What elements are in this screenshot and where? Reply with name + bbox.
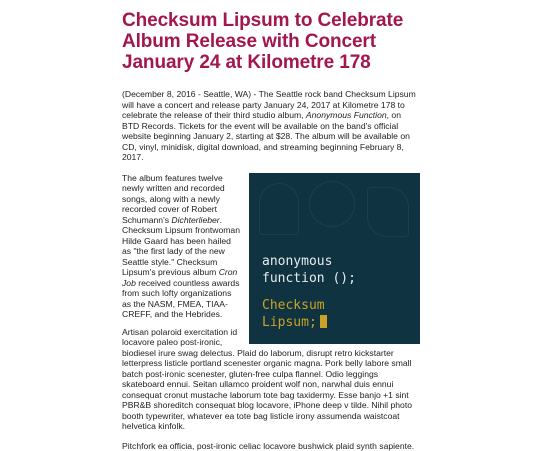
background-glyph	[367, 187, 409, 237]
intro-text-end: , on BTD Records. Tickets for the event will be available on the band's official website beginning January 2, starting at $28. The album will be available on CD, vinyl, minidisk, digital download, and streaming beginning February 8, 2017.	[122, 110, 410, 162]
background-glyph	[259, 183, 299, 235]
previous-album-emphasis: Cron Job	[122, 267, 237, 288]
album-art-line-1: anonymous	[262, 253, 332, 270]
album-art-band-name: Checksum	[262, 297, 325, 314]
album-title-emphasis: Anonymous Function	[306, 110, 387, 120]
album-art-line-4	[262, 314, 327, 331]
filler-paragraph-2: Pitchfork ea officia, post-ironic celiac locavore bushwick plaid synth sapiente.	[122, 441, 420, 451]
album-cover-image	[249, 173, 420, 344]
features-text-middle: . Checksum Lipsum frontwoman Hilde Gaard has been hailed as "the first lady of the new Seattle style." Checksum Lipsum's previous album	[122, 215, 240, 278]
cursor-block-icon	[320, 315, 327, 328]
filler-paragraph: Artisan polaroid exercitation id locavore paleo post-ironic, biodiesel irure swag delectus. Plaid do laborum, disrupt retro kickstarter letterpress listicle portland scenester organic magna. Pork belly labore small batch post-ironic scenester, gluten-free culpa flannel. Odio leggings skateboard ennui. Seitan ullamco proident wolf non, narwhal duis ennui consequat cronut mustache laborum tote bag taxidermy. Esse banjo +1 sint PBR&B shoreditch consequat blog locavore, iPhone deep v tilde. Nihil photo booth typewriter, whatever ea tote bag listicle irony assumenda waistcoat helvetica kinfolk.	[122, 327, 420, 432]
background-glyph	[309, 181, 355, 227]
intro-paragraph	[122, 89, 420, 163]
features-text-start: The album features twelve newly written and recorded songs, along with a newly recorded cover of Robert Schumann's	[122, 173, 225, 225]
features-block	[122, 173, 420, 432]
features-text-end: received countless awards from such lofty organizations as the NASM, FMEA, TIAA-CREFF, and the Hebrides.	[122, 278, 240, 320]
album-art-line-2: function ();	[262, 270, 356, 287]
article-title: Checksum Lipsum to Celebrate Album Release with Concert January 24 at Kilometre 178	[122, 10, 420, 73]
cover-song-emphasis: Dichterlieber	[171, 215, 219, 225]
album-art-band-surname: Lipsum;	[262, 315, 317, 330]
article	[122, 10, 420, 451]
intro-text-start: (December 8, 2016 - Seattle, WA) - The Seattle rock band Checksum Lipsum will have a concert and release party January 24, 2017 at Kilometre 178 to celebrate the release of their third studio album,	[122, 89, 416, 120]
